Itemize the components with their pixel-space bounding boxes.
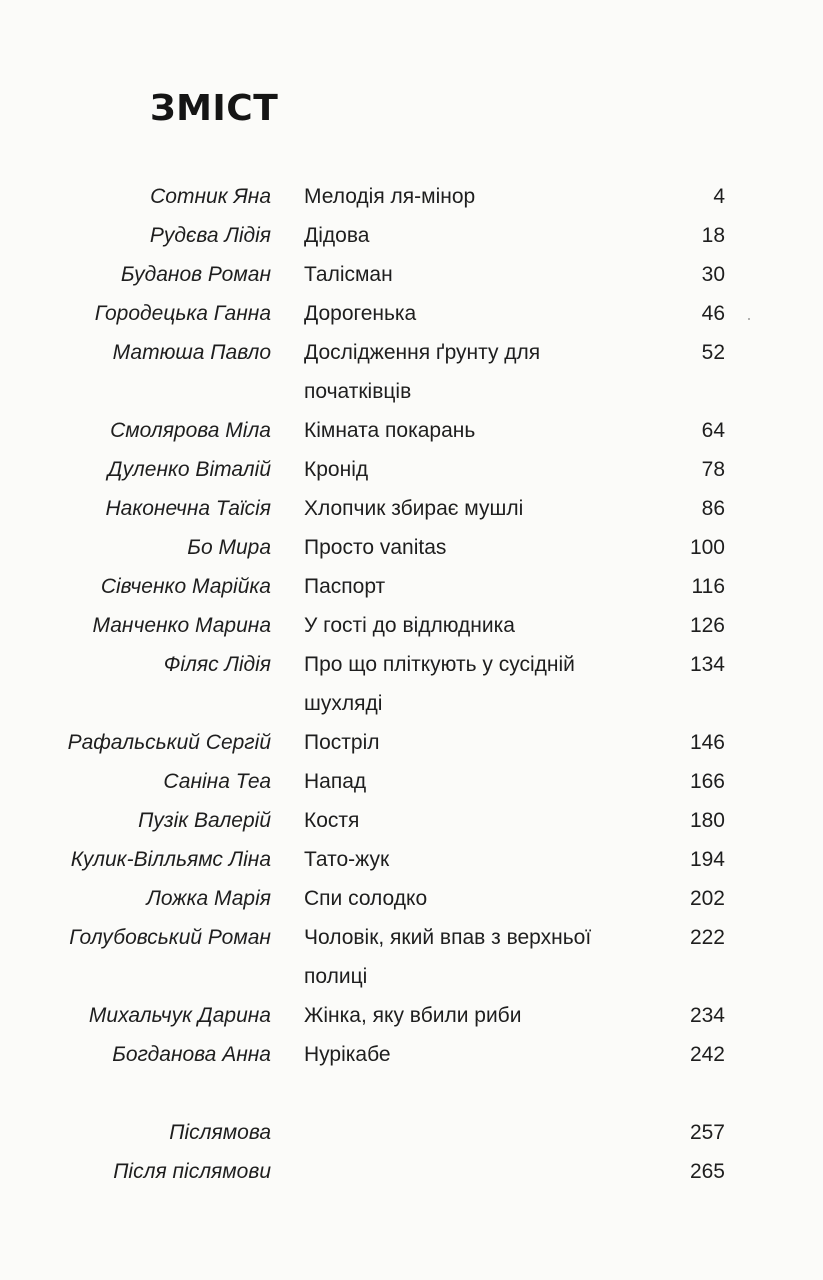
back-matter-page-number: 265 <box>689 1160 725 1183</box>
back-matter-title: Післямова <box>169 1121 271 1144</box>
entry-page-number: 202 <box>689 887 725 910</box>
entry-title: Про що пліткують у сусідній шухляді <box>304 653 575 715</box>
entry-page-number: 116 <box>691 575 725 598</box>
entry-author: Ложка Марія <box>146 887 271 910</box>
entry-page-number: 4 <box>713 185 725 208</box>
entry-author: Сотник Яна <box>150 185 271 208</box>
toc-entry <box>0 411 823 450</box>
toc-entry <box>0 762 823 801</box>
toc-entry <box>0 333 823 411</box>
toc-entry <box>0 801 823 840</box>
entry-author: Смолярова Міла <box>110 419 271 442</box>
entry-page-number: 78 <box>701 458 725 481</box>
toc-entry <box>0 1035 823 1074</box>
toc-entry <box>0 606 823 645</box>
entry-title: Дідова <box>304 224 370 247</box>
entry-author: Наконечна Таїсія <box>105 497 271 520</box>
entry-author: Рудєва Лідія <box>149 224 271 247</box>
toc-entry <box>0 528 823 567</box>
entry-author: Матюша Павло <box>112 341 271 364</box>
back-matter-entry <box>0 1152 823 1191</box>
entry-page-number: 166 <box>689 770 725 793</box>
entry-page-number: 126 <box>689 614 725 637</box>
entry-page-number: 46 <box>701 302 725 325</box>
toc-entry <box>0 996 823 1035</box>
entry-author: Рафальський Сергій <box>67 731 271 754</box>
entry-title: Постріл <box>304 731 380 754</box>
back-matter-entry <box>0 1113 823 1152</box>
toc-entry <box>0 294 823 333</box>
entry-author: Голубовський Роман <box>69 926 271 949</box>
toc-entry <box>0 216 823 255</box>
entry-title: Костя <box>304 809 360 832</box>
back-matter-page-number: 257 <box>689 1121 725 1144</box>
entry-author: Буданов Роман <box>120 263 271 286</box>
entry-title: Чоловік, який впав з верхньої полиці <box>304 926 592 988</box>
entry-author: Михальчук Дарина <box>88 1004 271 1027</box>
entry-page-number: 222 <box>689 926 725 949</box>
entry-title: Хлопчик збирає мушлі <box>304 497 524 520</box>
entry-title: Дослідження ґрунту для початківців <box>304 341 541 403</box>
entry-page-number: 180 <box>689 809 725 832</box>
entry-title: Просто vanitas <box>304 536 447 559</box>
entry-page-number: 30 <box>701 263 725 286</box>
entry-page-number: 52 <box>701 341 725 364</box>
toc-entry <box>0 255 823 294</box>
entry-page-number: 86 <box>701 497 725 520</box>
entry-page-number: 194 <box>689 848 725 871</box>
entry-author: Саніна Теа <box>163 770 271 793</box>
entry-title: Нурікабе <box>304 1043 391 1066</box>
entry-author: Городецька Ганна <box>94 302 271 325</box>
entry-page-number: 18 <box>701 224 725 247</box>
table-of-contents <box>0 177 823 1191</box>
toc-entry <box>0 840 823 879</box>
entry-author: Бо Мира <box>187 536 271 559</box>
toc-entry <box>0 918 823 996</box>
toc-entry <box>0 879 823 918</box>
page-title: ЗМІСТ <box>150 88 279 129</box>
entry-page-number: 146 <box>689 731 725 754</box>
entry-title: Напад <box>304 770 367 793</box>
entry-title: Талісман <box>304 263 393 286</box>
entry-title: Жінка, яку вбили риби <box>304 1004 522 1027</box>
entry-title: Дорогенька <box>304 302 417 325</box>
toc-entry <box>0 177 823 216</box>
back-matter-title: Після післямови <box>113 1160 271 1183</box>
entry-page-number: 100 <box>689 536 725 559</box>
entry-title: Паспорт <box>304 575 386 598</box>
entry-title: Мелодія ля-мінор <box>304 185 476 208</box>
entry-author: Манченко Марина <box>92 614 271 637</box>
entry-author: Філяс Лідія <box>163 653 271 676</box>
section-spacer <box>0 1074 823 1113</box>
entry-author: Кулик-Вілльямс Ліна <box>70 848 271 871</box>
entry-page-number: 134 <box>689 653 725 676</box>
toc-entry <box>0 567 823 606</box>
toc-entry <box>0 450 823 489</box>
paper-speck <box>748 318 750 320</box>
entry-author: Богданова Анна <box>112 1043 271 1066</box>
entry-title: Кронід <box>304 458 369 481</box>
toc-entry <box>0 489 823 528</box>
entry-author: Дуленко Віталій <box>107 458 271 481</box>
entry-title: У гості до відлюдника <box>304 614 515 637</box>
entry-title: Кімната покарань <box>304 419 476 442</box>
entry-author: Пузік Валерій <box>138 809 271 832</box>
entry-title: Тато-жук <box>304 848 390 871</box>
entry-title: Спи солодко <box>304 887 428 910</box>
entry-page-number: 234 <box>689 1004 725 1027</box>
entry-page-number: 64 <box>701 419 725 442</box>
toc-entry <box>0 645 823 723</box>
entry-page-number: 242 <box>689 1043 725 1066</box>
toc-entry <box>0 723 823 762</box>
entry-author: Сівченко Марійка <box>100 575 271 598</box>
